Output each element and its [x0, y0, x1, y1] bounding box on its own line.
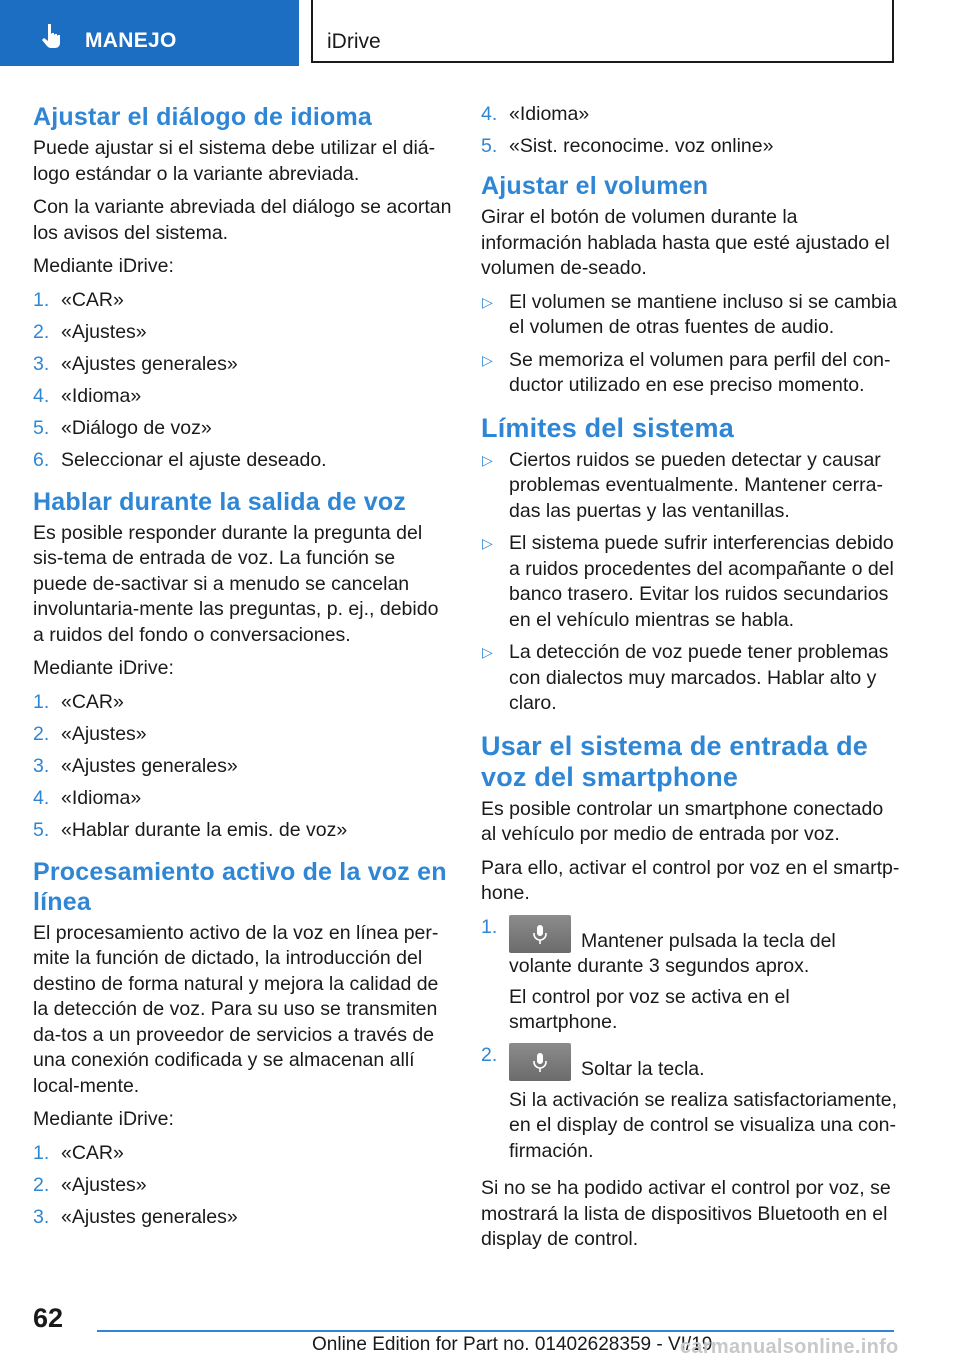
bullet-item: ▷ La detección de voz puede tener problemas con dialectos muy marcados. Hablar alto y claro. [482, 641, 889, 714]
step-item: 4. «Idioma» [481, 103, 590, 125]
bullet-item: ▷ El sistema puede sufrir interferencias debido a ruidos procedentes del acompañante o del banco trasero. Evitar los ruidos secundarios en el vehículo mientras se habla. [482, 532, 894, 631]
step-item: 2. «Ajustes» [33, 1173, 147, 1196]
paragraph: Para ello, activar el control por voz en el smartp-hone. [481, 856, 900, 904]
bullet-list [481, 448, 901, 717]
section-title: Procesamiento activo de la voz en línea [33, 857, 447, 916]
step-note: El control por voz se activa en el smartphone. [509, 985, 790, 1033]
step-item: 6. Seleccionar el ajuste deseado. [33, 448, 327, 471]
bullet-item: ▷ El volumen se mantiene incluso si se cambia el volumen de otras fuentes de audio. [482, 290, 898, 338]
step-list [481, 915, 901, 1165]
section-title: Hablar durante la salida de voz [33, 487, 406, 516]
step-item: 5. «Hablar durante la emis. de voz» [33, 818, 348, 841]
page-number: 62 [33, 1303, 64, 1333]
paragraph: Es posible responder durante la pregunta del sis-tema de entrada de voz. La función se puede de-sactivar si a menudo se cancelan involuntaria-mente las preguntas, p. ej., debido a ruidos del fondo o conversaciones. [33, 521, 439, 646]
hand-pointer-icon [40, 22, 66, 48]
step-item: 3. «Ajustes generales» [33, 352, 238, 375]
step-item: 5. «Sist. reconocime. voz online» [481, 135, 774, 157]
section-title: Usar el sistema de entrada de voz del smartphone [481, 730, 868, 792]
chapter-tab-manejo [0, 0, 299, 66]
step-item: 2. «Ajustes» [33, 722, 147, 745]
step-list-continued [481, 102, 901, 159]
bullet-list [481, 290, 901, 399]
step-item: 1. «CAR» [33, 690, 124, 713]
chapter-label: MANEJO [85, 29, 177, 52]
microphone-icon [531, 924, 549, 946]
step-item: 2. Soltar la tecla. Si la activación se realiza satisfactoriamente, en el display de control se visualiza una con-firmación. [481, 1043, 901, 1165]
bullet-item: ▷ Ciertos ruidos se pueden detectar y causar problemas eventualmente. Mantener cerra-das las puertas y las ventanillas. [482, 448, 883, 522]
triangle-bullet-icon: ▷ [482, 535, 493, 551]
steering-wheel-voice-button [509, 915, 571, 953]
paragraph: Mediante iDrive: [33, 1108, 174, 1130]
step-item: 4. «Idioma» [33, 786, 142, 809]
step-list [33, 1141, 453, 1230]
step-item: 3. «Ajustes generales» [33, 1205, 238, 1228]
section-title: Límites del sistema [481, 412, 734, 443]
step-list [33, 288, 453, 473]
paragraph: Mediante iDrive: [33, 657, 174, 679]
section-tab-idrive [311, 0, 894, 63]
paragraph: Con la variante abreviada del diálogo se acortan los avisos del sistema. [33, 196, 452, 244]
section-smartphone-voice [481, 731, 901, 1253]
section-label: iDrive [327, 30, 381, 53]
footer-edition: Online Edition for Part no. 01402628359 - VI/19 [312, 1334, 713, 1355]
triangle-bullet-icon: ▷ [482, 644, 493, 660]
section-title: Ajustar el volumen [481, 172, 709, 200]
microphone-icon [531, 1052, 549, 1074]
footer-divider [97, 1330, 894, 1332]
step-item: 1. «CAR» [33, 288, 124, 311]
step-item: 4. «Idioma» [33, 384, 142, 407]
step-note: Si la activación se realiza satisfactoriamente, en el display de control se visualiza una con-firmación. [509, 1088, 898, 1162]
paragraph: Es posible controlar un smartphone conectado al vehículo por medio de entrada por voz. [481, 797, 884, 845]
left-column [33, 102, 453, 1244]
steering-wheel-voice-button [509, 1043, 571, 1081]
step-item: 3. «Ajustes generales» [33, 754, 238, 777]
paragraph: El procesamiento activo de la voz en línea per-mite la función de dictado, la introducción del destino de forma natural y mejora la calidad de la detección de voz. Para su uso se transmiten da-tos a un proveedor de servicios a través de una conexión codificada y se almacenan allí local-mente. [33, 921, 439, 1097]
section-volume [481, 171, 901, 399]
step-item: 1. Mantener pulsada la tecla del volante durante 3 segundos aprox. El control por voz se activa en el smartphone. [481, 915, 901, 1036]
triangle-bullet-icon: ▷ [482, 293, 493, 310]
paragraph: Girar el botón de volumen durante la información hablada hasta que esté ajustado el volumen de-seado. [481, 206, 890, 279]
section-speak-during-output [33, 487, 453, 843]
watermark: carmanualsonline.info [680, 1336, 899, 1358]
section-online-voice-processing [33, 857, 453, 1230]
section-title: Ajustar el diálogo de idioma [33, 103, 372, 131]
section-system-limits [481, 413, 901, 717]
step-item: 5. «Diálogo de voz» [33, 416, 212, 439]
right-column [481, 102, 901, 1267]
step-item: 1. «CAR» [33, 1141, 124, 1164]
paragraph: Si no se ha podido activar el control por voz, se mostrará la lista de dispositivos Bluetooth en el display de control. [481, 1177, 891, 1250]
section-language-dialog [33, 102, 453, 473]
step-item: 2. «Ajustes» [33, 320, 147, 343]
paragraph: Mediante iDrive: [33, 255, 174, 277]
triangle-bullet-icon: ▷ [482, 351, 493, 368]
step-list [33, 690, 453, 843]
triangle-bullet-icon: ▷ [482, 451, 493, 468]
paragraph: Puede ajustar si el sistema debe utilizar el diá-logo estándar o la variante abreviada. [33, 137, 436, 185]
bullet-item: ▷ Se memoriza el volumen para perfil del con-ductor utilizado en ese preciso momento. [482, 348, 891, 396]
